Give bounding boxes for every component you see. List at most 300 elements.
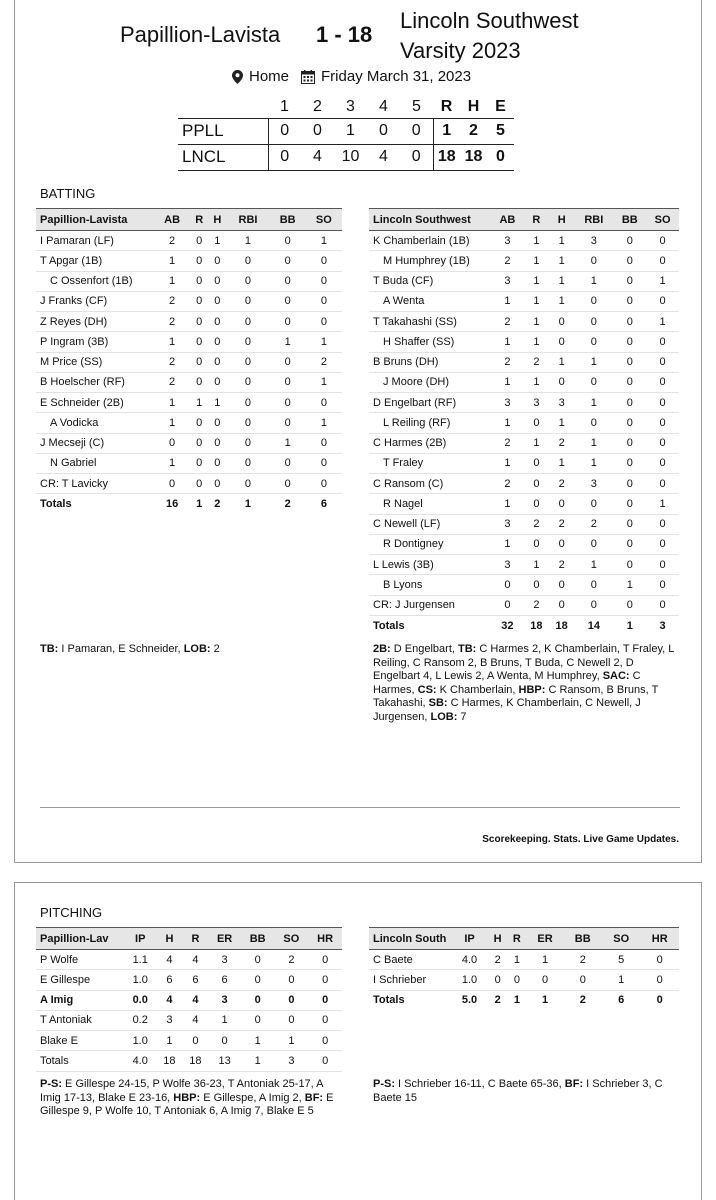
batter-row bbox=[369, 494, 679, 514]
note-text: E Gillespe 24-15, P Wolfe 36-23, T Antoniak 25-17, A Imig 17-13, Blake E 23-16, bbox=[40, 1078, 323, 1104]
stat-cell: 0 bbox=[613, 413, 646, 433]
away-team-name: Papillion-Lavista bbox=[120, 22, 281, 47]
player-name: T Apgar (1B) bbox=[36, 251, 154, 271]
stat-cell: 0 bbox=[574, 312, 613, 332]
note-text: K Chamberlain, bbox=[436, 683, 519, 696]
note-text: I Schrieber 3, C Baete 15 bbox=[373, 1078, 663, 1104]
stat-cell: 0 bbox=[524, 494, 549, 514]
stat-cell: 0 bbox=[270, 352, 306, 372]
stat-cell: 0 bbox=[574, 372, 613, 392]
stat-cell: 0 bbox=[190, 453, 208, 473]
batter-row bbox=[369, 534, 679, 554]
stat-cell: 0 bbox=[270, 312, 306, 332]
game-meta bbox=[232, 68, 471, 85]
stat-column-header: BB bbox=[270, 209, 306, 231]
inning-score: 10 bbox=[334, 144, 367, 170]
stat-cell: 0 bbox=[270, 372, 306, 392]
batting-section-title: BATTING bbox=[40, 186, 96, 201]
note-key: P-S: bbox=[40, 1078, 62, 1090]
stat-cell: 13 bbox=[208, 1051, 240, 1071]
errors-total: 5 bbox=[487, 118, 514, 144]
stat-cell: 0 bbox=[549, 312, 574, 332]
stat-cell: 1 bbox=[491, 453, 524, 473]
stat-column-header: ER bbox=[208, 928, 240, 950]
stat-cell: 1.1 bbox=[124, 950, 156, 970]
stat-cell: 0 bbox=[488, 970, 507, 990]
stat-cell: 0 bbox=[491, 595, 524, 615]
stat-cell: 0 bbox=[613, 372, 646, 392]
stat-cell: 0 bbox=[226, 312, 269, 332]
stat-cell: 0 bbox=[613, 555, 646, 575]
stat-cell: 0 bbox=[613, 433, 646, 453]
stat-column-header: SO bbox=[646, 209, 679, 231]
stat-cell: 0 bbox=[646, 453, 679, 473]
stat-cell: 0 bbox=[190, 413, 208, 433]
player-name: N Gabriel bbox=[36, 453, 154, 473]
stat-column-header: SO bbox=[306, 209, 342, 231]
stat-cell: 0 bbox=[549, 494, 574, 514]
stat-cell: 0 bbox=[241, 970, 275, 990]
batter-row bbox=[36, 474, 342, 494]
stat-cell: 1 bbox=[154, 332, 190, 352]
stat-cell: 1 bbox=[646, 271, 679, 291]
stat-cell: 0 bbox=[574, 595, 613, 615]
stat-cell: 1 bbox=[491, 494, 524, 514]
stat-cell: 1 bbox=[306, 231, 342, 251]
map-pin-icon bbox=[232, 70, 243, 84]
stat-cell: 0 bbox=[574, 534, 613, 554]
stat-cell: 0 bbox=[270, 231, 306, 251]
total-cell: 2 bbox=[208, 494, 226, 514]
batter-row bbox=[36, 453, 342, 473]
batter-row bbox=[369, 595, 679, 615]
stat-column-header: HR bbox=[640, 928, 679, 950]
stat-cell: 1 bbox=[549, 413, 574, 433]
stat-cell: 3 bbox=[208, 990, 240, 1010]
inning-header: 4 bbox=[379, 97, 388, 115]
stat-cell: 0 bbox=[190, 231, 208, 251]
stat-cell: 0 bbox=[646, 231, 679, 251]
home-team-name bbox=[400, 6, 630, 66]
note-text: I Pamaran, E Schneider, bbox=[58, 643, 184, 655]
stat-cell: 0 bbox=[640, 950, 679, 970]
stat-cell: 3 bbox=[574, 231, 613, 251]
stat-cell: 0 bbox=[308, 1031, 342, 1051]
stat-cell: 0 bbox=[613, 393, 646, 413]
stat-cell: 1 bbox=[574, 271, 613, 291]
total-cell: 1 bbox=[613, 615, 646, 635]
stat-cell: 1 bbox=[524, 231, 549, 251]
stat-cell: 1 bbox=[208, 1010, 240, 1030]
stat-cell: 1 bbox=[646, 494, 679, 514]
stat-cell: 0.2 bbox=[124, 1010, 156, 1030]
stat-cell: 0 bbox=[613, 312, 646, 332]
stat-cell: 0 bbox=[646, 474, 679, 494]
note-key: SAC: bbox=[602, 670, 630, 682]
stat-cell: 0 bbox=[308, 1010, 342, 1030]
stat-cell: 0 bbox=[646, 291, 679, 311]
stat-cell: 0 bbox=[226, 453, 269, 473]
batter-row bbox=[369, 433, 679, 453]
inning-score: 0 bbox=[301, 118, 334, 144]
stat-cell: 1 bbox=[507, 950, 526, 970]
stat-cell: 2 bbox=[491, 433, 524, 453]
calendar-icon bbox=[301, 70, 315, 84]
player-name: P Wolfe bbox=[36, 950, 124, 970]
pitching-table-home bbox=[369, 927, 679, 1010]
stat-cell: 0 bbox=[574, 291, 613, 311]
stat-cell: 0 bbox=[507, 970, 526, 990]
stat-cell: 18 bbox=[182, 1051, 208, 1071]
player-name: CR: J Jurgensen bbox=[369, 595, 491, 615]
game-location: Home bbox=[249, 68, 290, 85]
stat-cell: 2 bbox=[564, 950, 602, 970]
stat-cell: 4.0 bbox=[124, 1051, 156, 1071]
batter-row bbox=[369, 555, 679, 575]
player-name: M Price (SS) bbox=[36, 352, 154, 372]
stat-cell: 0 bbox=[646, 372, 679, 392]
player-name: Blake E bbox=[36, 1031, 124, 1051]
stat-cell: 1.0 bbox=[124, 970, 156, 990]
stat-cell: 0 bbox=[208, 251, 226, 271]
note-text: C Harmes 2, K Chamberlain, T Fraley, L Reiling, C Ransom 2, B Bruns, T Buda, C Newell 2, D Engelbart 4, L Lewis 2, A Wenta, M Humphrey, bbox=[373, 643, 674, 682]
stat-cell: 1 bbox=[549, 291, 574, 311]
stat-cell: 0 bbox=[226, 433, 269, 453]
batter-row bbox=[36, 372, 342, 392]
note-text: E Gillespe, A Imig 2, bbox=[200, 1091, 305, 1104]
pitching-table-away bbox=[36, 927, 342, 1072]
stat-cell: 0 bbox=[549, 332, 574, 352]
stat-column-header: BB bbox=[613, 209, 646, 231]
note-key: P-S: bbox=[373, 1078, 395, 1090]
note-key: BF: bbox=[304, 1091, 324, 1104]
pitcher-row bbox=[36, 970, 342, 990]
batter-row bbox=[369, 514, 679, 534]
stat-cell: 0 bbox=[270, 251, 306, 271]
stat-column-header: SO bbox=[275, 928, 309, 950]
stat-column-header: IP bbox=[124, 928, 156, 950]
stat-cell: 6 bbox=[208, 970, 240, 990]
player-name: I Pamaran (LF) bbox=[36, 231, 154, 251]
total-cell: 1 bbox=[527, 990, 564, 1010]
game-date: Friday March 31, 2023 bbox=[321, 68, 472, 85]
stat-cell: 0 bbox=[275, 970, 309, 990]
stat-cell: 1 bbox=[208, 231, 226, 251]
total-cell: 14 bbox=[574, 615, 613, 635]
stat-cell: 1 bbox=[574, 453, 613, 473]
note-text: C Ransom, B Bruns, T Takahashi, bbox=[373, 683, 659, 709]
total-cell: 2 bbox=[564, 990, 602, 1010]
batter-row bbox=[36, 332, 342, 352]
stat-cell: 2 bbox=[275, 950, 309, 970]
player-name: C Ossenfort (1B) bbox=[36, 271, 154, 291]
stat-cell: 0 bbox=[270, 291, 306, 311]
team-header: Lincoln South bbox=[369, 928, 451, 950]
stat-cell: 3 bbox=[491, 271, 524, 291]
stat-cell: 1.0 bbox=[451, 970, 488, 990]
stat-cell: 0 bbox=[208, 453, 226, 473]
stat-cell: 0 bbox=[190, 271, 208, 291]
total-cell: 1 bbox=[226, 494, 269, 514]
stat-cell: 1 bbox=[574, 393, 613, 413]
inning-score: 0 bbox=[367, 118, 400, 144]
stat-cell: 2 bbox=[154, 231, 190, 251]
team-header: Lincoln Southwest bbox=[369, 209, 491, 231]
stat-cell: 1 bbox=[154, 271, 190, 291]
stat-cell: 1 bbox=[524, 312, 549, 332]
stat-cell: 1 bbox=[154, 393, 190, 413]
stat-cell: 5 bbox=[602, 950, 641, 970]
batter-row bbox=[369, 332, 679, 352]
stat-cell: 0 bbox=[646, 352, 679, 372]
stat-cell: 0 bbox=[226, 251, 269, 271]
total-cell: 2 bbox=[488, 990, 507, 1010]
batter-row bbox=[36, 231, 342, 251]
batter-row bbox=[36, 413, 342, 433]
stat-cell: 1 bbox=[241, 1031, 275, 1051]
stat-cell: 2 bbox=[524, 595, 549, 615]
player-name: M Humphrey (1B) bbox=[369, 251, 491, 271]
note-key: HBP: bbox=[173, 1091, 201, 1104]
player-name: B Bruns (DH) bbox=[369, 352, 491, 372]
inning-score: 4 bbox=[301, 144, 334, 170]
stat-cell: 1 bbox=[154, 251, 190, 271]
note-text: E Gillespe 9, P Wolfe 10, T Antoniak 6, A Imig 7, Blake E 5 bbox=[40, 1091, 334, 1117]
stat-column-header: R bbox=[507, 928, 526, 950]
batting-table-home bbox=[369, 208, 679, 636]
total-cell: 0 bbox=[640, 990, 679, 1010]
stat-cell: 0 bbox=[646, 595, 679, 615]
stat-cell: 0 bbox=[646, 332, 679, 352]
line-score-row-home bbox=[178, 144, 514, 170]
player-name: C Newell (LF) bbox=[369, 514, 491, 534]
total-cell: 18 bbox=[524, 615, 549, 635]
stat-cell: 0 bbox=[208, 433, 226, 453]
pitching-notes-home bbox=[373, 1078, 678, 1105]
player-name: T Buda (CF) bbox=[369, 271, 491, 291]
stat-cell: 1 bbox=[491, 372, 524, 392]
stat-cell: 4 bbox=[156, 950, 182, 970]
stat-cell: 0 bbox=[613, 534, 646, 554]
stat-cell: 0 bbox=[270, 453, 306, 473]
total-cell: 1 bbox=[190, 494, 208, 514]
stat-cell: 0 bbox=[190, 433, 208, 453]
stat-cell: 0 bbox=[527, 970, 564, 990]
batter-row bbox=[369, 352, 679, 372]
stat-cell: 0 bbox=[308, 1051, 342, 1071]
player-name: A Vodicka bbox=[36, 413, 154, 433]
stat-cell: 1 bbox=[491, 291, 524, 311]
stat-cell: 0 bbox=[308, 970, 342, 990]
stat-cell: 0 bbox=[306, 474, 342, 494]
batter-row bbox=[369, 231, 679, 251]
batter-row bbox=[369, 474, 679, 494]
stat-cell: 0 bbox=[190, 372, 208, 392]
note-text: C Harmes, bbox=[373, 670, 641, 696]
stat-cell: 3 bbox=[491, 514, 524, 534]
stat-column-header: AB bbox=[491, 209, 524, 231]
stat-cell: 1 bbox=[241, 1051, 275, 1071]
stat-cell: 1 bbox=[524, 372, 549, 392]
stat-cell: 0 bbox=[208, 413, 226, 433]
batting-notes-away bbox=[40, 643, 340, 657]
stat-cell: 2 bbox=[574, 514, 613, 534]
stat-cell: 1 bbox=[602, 970, 641, 990]
stat-cell: 0 bbox=[613, 332, 646, 352]
batting-header-row bbox=[36, 209, 342, 231]
stat-cell: 2 bbox=[524, 514, 549, 534]
player-name: R Nagel bbox=[369, 494, 491, 514]
stat-cell: 0 bbox=[182, 1031, 208, 1051]
stat-cell: 0 bbox=[208, 312, 226, 332]
stat-cell: 0 bbox=[226, 393, 269, 413]
player-name: B Hoelscher (RF) bbox=[36, 372, 154, 392]
stat-cell: 1 bbox=[270, 433, 306, 453]
note-key: LOB: bbox=[430, 710, 458, 723]
stat-cell: 2 bbox=[154, 291, 190, 311]
stat-cell: 2 bbox=[491, 251, 524, 271]
player-name: L Reiling (RF) bbox=[369, 413, 491, 433]
stat-cell: 0 bbox=[574, 251, 613, 271]
player-name: R Dontigney bbox=[369, 534, 491, 554]
inning-score: 4 bbox=[367, 144, 400, 170]
stat-cell: 18 bbox=[156, 1051, 182, 1071]
stat-column-header: R bbox=[524, 209, 549, 231]
stat-cell: 0 bbox=[241, 1010, 275, 1030]
pitcher-row bbox=[369, 970, 679, 990]
stat-cell: 0 bbox=[241, 950, 275, 970]
player-name: H Shaffer (SS) bbox=[369, 332, 491, 352]
stat-cell: 2 bbox=[491, 312, 524, 332]
player-name: E Schneider (2B) bbox=[36, 393, 154, 413]
total-cell: 6 bbox=[602, 990, 641, 1010]
note-text: 7 bbox=[457, 710, 467, 723]
stat-cell: 0 bbox=[646, 393, 679, 413]
stat-cell: 1 bbox=[306, 372, 342, 392]
player-name: C Harmes (2B) bbox=[369, 433, 491, 453]
stat-column-header: H bbox=[549, 209, 574, 231]
pitcher-row bbox=[36, 990, 342, 1010]
stat-cell: 0 bbox=[613, 474, 646, 494]
stat-cell: 0 bbox=[564, 970, 602, 990]
stat-cell: 2 bbox=[154, 352, 190, 372]
player-name: D Engelbart (RF) bbox=[369, 393, 491, 413]
stat-cell: 0 bbox=[549, 595, 574, 615]
stat-cell: 0 bbox=[306, 393, 342, 413]
stat-cell: 0 bbox=[613, 514, 646, 534]
stat-cell: 0 bbox=[613, 271, 646, 291]
player-name: E Gillespe bbox=[36, 970, 124, 990]
pitching-section-title: PITCHING bbox=[40, 905, 103, 920]
batter-row bbox=[369, 251, 679, 271]
stat-cell: 0 bbox=[549, 372, 574, 392]
totals-row bbox=[369, 615, 679, 635]
stat-column-header: ER bbox=[527, 928, 564, 950]
player-name: K Chamberlain (1B) bbox=[369, 231, 491, 251]
stat-cell: 1 bbox=[524, 251, 549, 271]
stat-cell: 1 bbox=[527, 950, 564, 970]
stat-cell: 2 bbox=[306, 352, 342, 372]
pitcher-row bbox=[36, 1051, 342, 1071]
stat-cell: 0 bbox=[154, 433, 190, 453]
stat-cell: 1 bbox=[491, 332, 524, 352]
runs-total: 18 bbox=[433, 144, 460, 170]
batter-row bbox=[36, 352, 342, 372]
stat-cell: 3 bbox=[491, 393, 524, 413]
stat-cell: 1 bbox=[524, 433, 549, 453]
stat-cell: 0 bbox=[524, 413, 549, 433]
stat-cell: 0 bbox=[226, 413, 269, 433]
note-key: BF: bbox=[564, 1078, 584, 1090]
batter-row bbox=[36, 251, 342, 271]
note-key: LOB: bbox=[183, 643, 211, 655]
stat-cell: 2 bbox=[154, 372, 190, 392]
stat-cell: 1 bbox=[306, 332, 342, 352]
stat-cell: 1 bbox=[524, 555, 549, 575]
player-name: C Ransom (C) bbox=[369, 474, 491, 494]
pitching-notes-away bbox=[40, 1078, 340, 1119]
stat-column-header: HR bbox=[308, 928, 342, 950]
runs-header: R bbox=[440, 97, 453, 115]
stat-cell: 0 bbox=[613, 251, 646, 271]
team-header: Papillion-Lav bbox=[36, 928, 124, 950]
player-name: P Ingram (3B) bbox=[36, 332, 154, 352]
stat-cell: 0 bbox=[190, 332, 208, 352]
player-name: I Schrieber bbox=[369, 970, 451, 990]
stat-cell: 0 bbox=[613, 494, 646, 514]
hits-header: H bbox=[467, 97, 480, 115]
player-name: A Wenta bbox=[369, 291, 491, 311]
stat-cell: 0 bbox=[491, 575, 524, 595]
stat-cell: 0 bbox=[241, 990, 275, 1010]
stat-cell: 1 bbox=[549, 251, 574, 271]
stat-column-header: BB bbox=[241, 928, 275, 950]
stat-cell: 0 bbox=[613, 352, 646, 372]
stat-column-header: AB bbox=[154, 209, 190, 231]
hits-total: 18 bbox=[460, 144, 487, 170]
stat-cell: 0 bbox=[226, 372, 269, 392]
batter-row bbox=[36, 291, 342, 311]
note-key: TB: bbox=[458, 643, 477, 655]
stat-cell: 3 bbox=[549, 393, 574, 413]
stat-cell: 1 bbox=[154, 413, 190, 433]
stat-cell: 1 bbox=[574, 352, 613, 372]
stat-cell: 0 bbox=[226, 271, 269, 291]
stat-cell: 0 bbox=[613, 453, 646, 473]
stat-cell: 1 bbox=[156, 1031, 182, 1051]
final-score: 1 - 18 bbox=[316, 22, 373, 47]
stat-cell: 0 bbox=[646, 575, 679, 595]
stat-cell: 4.0 bbox=[451, 950, 488, 970]
stat-cell: 1 bbox=[549, 231, 574, 251]
errors-header: E bbox=[495, 97, 506, 115]
total-cell: 6 bbox=[306, 494, 342, 514]
player-name: B Lyons bbox=[369, 575, 491, 595]
player-name: T Antoniak bbox=[36, 1010, 124, 1030]
inning-score: 1 bbox=[334, 118, 367, 144]
stat-cell: 0 bbox=[270, 474, 306, 494]
note-text: I Schrieber 16-11, C Baete 65-36, bbox=[395, 1078, 565, 1090]
stat-cell: 4 bbox=[182, 950, 208, 970]
player-name: Totals bbox=[36, 1051, 124, 1071]
stat-cell: 0 bbox=[190, 251, 208, 271]
stat-cell: 1 bbox=[270, 332, 306, 352]
totals-row bbox=[369, 990, 679, 1010]
stat-cell: 0 bbox=[524, 534, 549, 554]
home-team-line1: Lincoln Southwest bbox=[400, 8, 579, 33]
stat-column-header: SO bbox=[602, 928, 641, 950]
stat-cell: 0 bbox=[190, 474, 208, 494]
